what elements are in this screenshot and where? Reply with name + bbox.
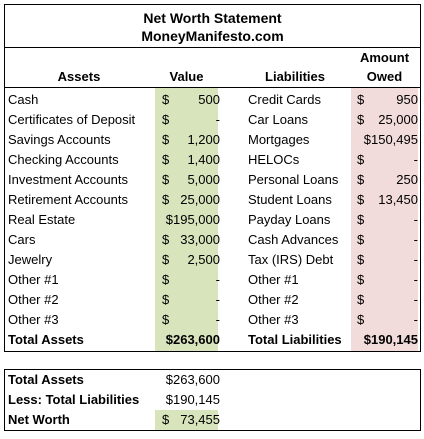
asset-label: Retirement Accounts <box>8 192 128 207</box>
liability-dollar-sign: $ <box>357 192 365 207</box>
liability-dollar-sign: $ <box>357 212 365 227</box>
sheet-subtitle: MoneyManifesto.com <box>141 28 284 44</box>
asset-dollar-sign: $ <box>162 272 170 287</box>
summary-net-worth-row <box>4 410 421 430</box>
table-row <box>4 230 421 250</box>
liabilities-header: Liabilities <box>265 69 325 84</box>
total-assets-value: $263,600 <box>165 332 220 347</box>
liability-value: $150,495 <box>363 132 418 147</box>
liability-dollar-sign: $ <box>357 292 365 307</box>
table-row <box>4 150 421 170</box>
liability-dollar-sign: $ <box>357 272 365 287</box>
summary-less-row <box>4 390 421 410</box>
asset-value: 25,000 <box>180 192 220 207</box>
liability-value: - <box>413 292 418 307</box>
summary-total-assets-row <box>4 370 421 390</box>
liability-label: HELOCs <box>248 152 300 167</box>
table-row <box>4 170 421 190</box>
asset-label: Other #1 <box>8 272 59 287</box>
asset-label: Savings Accounts <box>8 132 111 147</box>
asset-label: Other #2 <box>8 292 59 307</box>
asset-dollar-sign: $ <box>162 292 170 307</box>
asset-value: 1,200 <box>187 132 220 147</box>
asset-dollar-sign: $ <box>162 92 170 107</box>
asset-value: 500 <box>198 92 220 107</box>
table-row <box>4 210 421 230</box>
liability-label: Personal Loans <box>248 172 339 187</box>
asset-value: - <box>215 292 220 307</box>
summary-less-label: Less: Total Liabilities <box>8 392 140 407</box>
liability-dollar-sign: $ <box>357 252 365 267</box>
table-row <box>4 110 421 130</box>
liability-label: Cash Advances <box>248 232 339 247</box>
total-liabilities-label: Total Liabilities <box>248 332 342 347</box>
amount-owed-header-line2: Owed <box>366 69 403 84</box>
amount-owed-header-line1: Amount <box>359 50 410 65</box>
liability-value: 250 <box>396 172 418 187</box>
table-row <box>4 130 421 150</box>
liability-label: Student Loans <box>248 192 332 207</box>
liability-value: - <box>413 252 418 267</box>
asset-value: - <box>215 312 220 327</box>
asset-dollar-sign: $ <box>162 132 170 147</box>
asset-value: 2,500 <box>187 252 220 267</box>
liability-dollar-sign: $ <box>357 92 365 107</box>
net-worth-dollar: $ <box>162 412 170 427</box>
asset-value: 33,000 <box>180 232 220 247</box>
asset-dollar-sign: $ <box>162 112 170 127</box>
liability-dollar-sign: $ <box>357 112 365 127</box>
asset-label: Checking Accounts <box>8 152 119 167</box>
net-worth-value: 73,455 <box>180 412 220 427</box>
asset-dollar-sign: $ <box>162 232 170 247</box>
liability-label: Payday Loans <box>248 212 331 227</box>
sheet-title: Net Worth Statement <box>143 10 282 26</box>
total-assets-label: Total Assets <box>8 332 84 347</box>
asset-label: Investment Accounts <box>8 172 128 187</box>
total-liabilities-value: $190,145 <box>363 332 418 347</box>
liability-label: Other #3 <box>248 312 299 327</box>
liability-label: Mortgages <box>248 132 310 147</box>
asset-label: Cash <box>8 92 39 107</box>
table-row <box>4 250 421 270</box>
liability-dollar-sign: $ <box>357 232 365 247</box>
table-row <box>4 90 421 110</box>
asset-dollar-sign: $ <box>162 172 170 187</box>
table-row <box>4 310 421 330</box>
asset-label: Other #3 <box>8 312 59 327</box>
liability-label: Credit Cards <box>248 92 321 107</box>
summary-total-assets-value: $263,600 <box>165 372 220 387</box>
asset-label: Jewelry <box>8 252 53 267</box>
asset-value: 1,400 <box>187 152 220 167</box>
table-row <box>4 190 421 210</box>
asset-dollar-sign: $ <box>162 152 170 167</box>
asset-value: - <box>215 112 220 127</box>
table-row <box>4 270 421 290</box>
totals-row <box>4 330 421 350</box>
assets-header: Assets <box>57 69 101 84</box>
asset-label: Cars <box>8 232 36 247</box>
liability-dollar-sign: $ <box>357 312 365 327</box>
liability-value: - <box>413 152 418 167</box>
liability-dollar-sign: $ <box>357 152 365 167</box>
summary-less-value: $190,145 <box>165 392 220 407</box>
asset-dollar-sign: $ <box>162 312 170 327</box>
asset-label: Real Estate <box>8 212 76 227</box>
liability-label: Other #1 <box>248 272 299 287</box>
liability-value: - <box>413 312 418 327</box>
liability-dollar-sign: $ <box>357 172 365 187</box>
asset-value: 5,000 <box>187 172 220 187</box>
liability-value: 950 <box>396 92 418 107</box>
liability-value: - <box>413 212 418 227</box>
liability-value: 13,450 <box>378 192 418 207</box>
asset-dollar-sign: $ <box>162 192 170 207</box>
asset-value: $195,000 <box>165 212 220 227</box>
liability-value: - <box>413 232 418 247</box>
asset-label: Certificates of Deposit <box>8 112 136 127</box>
liability-label: Car Loans <box>248 112 308 127</box>
net-worth-label: Net Worth <box>8 412 70 427</box>
table-row <box>4 290 421 310</box>
asset-value: - <box>215 272 220 287</box>
header-divider <box>4 87 421 88</box>
asset-dollar-sign: $ <box>162 252 170 267</box>
liability-label: Tax (IRS) Debt <box>248 252 334 267</box>
value-header: Value <box>169 69 204 84</box>
liability-value: 25,000 <box>378 112 418 127</box>
summary-total-assets-label: Total Assets <box>8 372 84 387</box>
title-block <box>4 4 421 48</box>
liability-label: Other #2 <box>248 292 299 307</box>
liability-value: - <box>413 272 418 287</box>
